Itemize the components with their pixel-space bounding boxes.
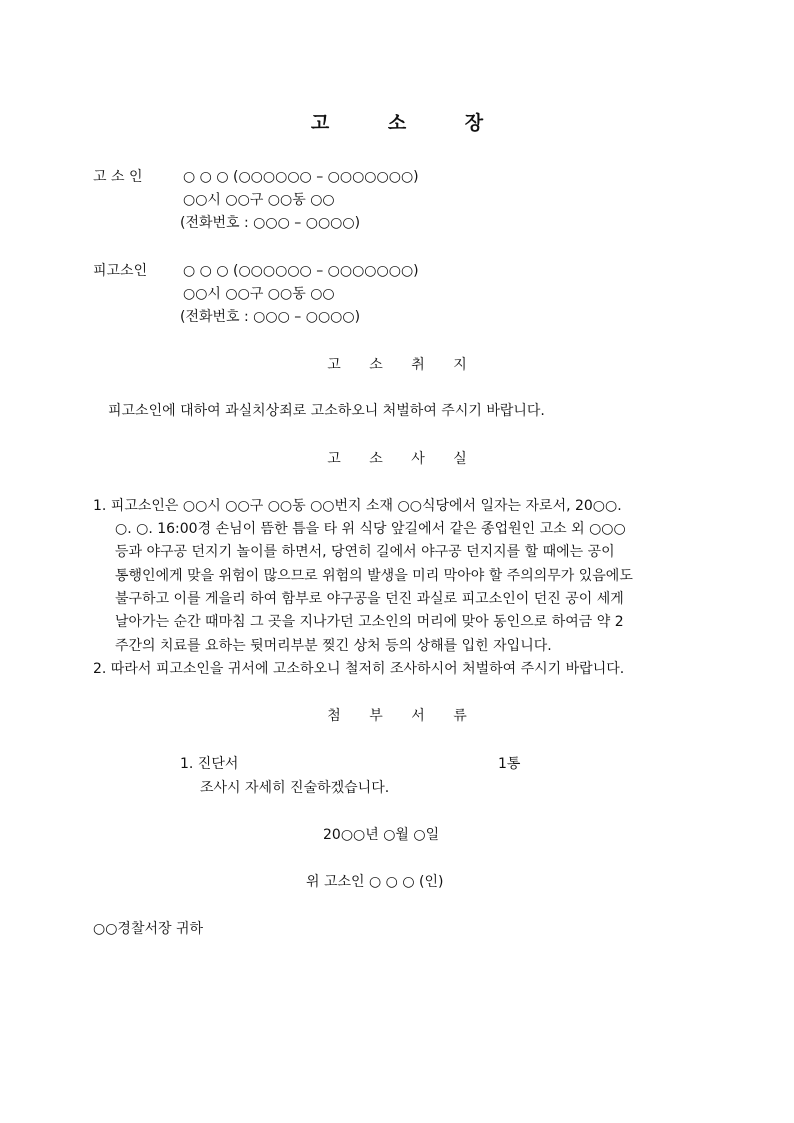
accused-phone: (전화번호 : ○○○ – ○○○○) xyxy=(180,309,361,325)
facts-line: ○. ○. 16:00경 손님이 뜸한 틈을 타 위 식당 앞길에서 같은 종업원인 고소 외 ○○○ xyxy=(115,521,626,537)
recipient: ○○경찰서장 귀하 xyxy=(93,921,204,937)
attachment-item-label: 1. 진단서 xyxy=(180,756,239,772)
attachments-heading: 첨 부 서 류 xyxy=(327,708,479,724)
facts-line: 등과 야구공 던지기 놀이를 하면서, 당연히 길에서 야구공 던지지를 할 때에는 공이 xyxy=(115,544,615,560)
document-date: 20○○년 ○월 ○일 xyxy=(323,827,440,843)
signature-line: 위 고소인 ○ ○ ○ (인) xyxy=(306,874,444,890)
facts-line: 주간의 치료를 요하는 뒷머리부분 찢긴 상처 등의 상해를 입힌 자입니다. xyxy=(115,638,552,654)
accused-label: 피고소인 xyxy=(93,263,148,279)
facts-line: 1. 피고소인은 ○○시 ○○구 ○○동 ○○번지 소재 ○○식당에서 일자는 자로서, 20○○. xyxy=(93,498,622,514)
complainant-label: 고 소 인 xyxy=(93,169,143,185)
purpose-text: 피고소인에 대하여 과실치상죄로 고소하오니 처벌하여 주시기 바랍니다. xyxy=(108,403,545,419)
facts-item-2: 2. 따라서 피고소인을 귀서에 고소하오니 철저히 조사하시어 처벌하여 주시기 바랍니다. xyxy=(93,661,625,677)
accused-name: ○ ○ ○ (○○○○○○ – ○○○○○○○) xyxy=(183,263,419,279)
facts-line: 날아가는 순간 때마침 그 곳을 지나가던 고소인의 머리에 맞아 동인으로 하여금 약 2 xyxy=(115,614,624,630)
facts-line: 불구하고 이를 게을리 하여 함부로 야구공을 던진 과실로 피고소인이 던진 공이 세게 xyxy=(115,591,624,607)
document-title: 고 소 장 xyxy=(310,112,510,134)
attachment-item-count: 1통 xyxy=(498,756,521,772)
complainant-phone: (전화번호 : ○○○ – ○○○○) xyxy=(180,215,361,231)
attachment-note: 조사시 자세히 진술하겠습니다. xyxy=(200,780,390,796)
facts-heading: 고 소 사 실 xyxy=(327,451,479,467)
facts-line: 통행인에게 맞을 위험이 많으므로 위험의 발생을 미리 막아야 할 주의의무가 있음에도 xyxy=(115,568,633,584)
accused-address: ○○시 ○○구 ○○동 ○○ xyxy=(183,286,335,302)
complainant-name: ○ ○ ○ (○○○○○○ – ○○○○○○○) xyxy=(183,169,419,185)
purpose-heading: 고 소 취 지 xyxy=(327,357,479,373)
complainant-address: ○○시 ○○구 ○○동 ○○ xyxy=(183,192,335,208)
